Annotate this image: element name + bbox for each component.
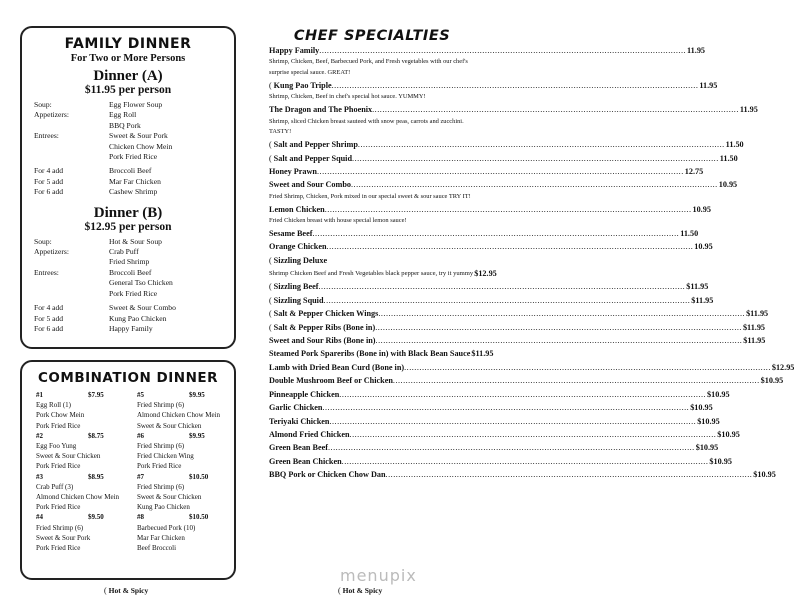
specialty-price: $12.95 [474, 269, 497, 279]
specialty-price: $11.95 [471, 349, 494, 359]
specialty-name [269, 203, 325, 216]
combo-item: Sweet & Sour Chicken [36, 452, 101, 461]
dinner-a-title: Dinner (A) [93, 68, 163, 84]
dot-leader [393, 374, 760, 387]
specialty-name [269, 152, 352, 165]
specialty-item [269, 441, 719, 454]
specialty-price: 11.50 [719, 153, 738, 163]
specialty-name-text: Double Mushroom Beef or Chicken [269, 376, 393, 386]
combo-item: Egg Roll (1) [36, 401, 71, 410]
dot-leader [376, 334, 743, 347]
combination-dinner-box [20, 360, 236, 580]
menu-row [22, 268, 234, 278]
combo-column-right [137, 390, 234, 553]
specialty-name-text: Salt and Pepper Shrimp [273, 140, 358, 150]
combo-item: Kung Pao Chicken [137, 503, 190, 512]
combo-header [36, 390, 133, 400]
combo-price: $9.95 [189, 431, 205, 440]
specialty-extra [269, 267, 497, 280]
specialty-name [269, 374, 393, 387]
row-value: General Tso Chicken [109, 278, 173, 288]
combo-item: Beef Broccoli [137, 544, 177, 553]
specialty-item [269, 178, 738, 191]
specialty-name [269, 455, 342, 468]
combo-header [137, 431, 234, 441]
specialty-name-text: Salt and Pepper Squid [273, 153, 353, 163]
hot-spicy-legend [104, 586, 148, 595]
row-label: For 5 add [34, 176, 64, 186]
specialty-price: $11.95 [686, 282, 709, 292]
row-label [22, 289, 109, 299]
specialty-item [269, 152, 738, 165]
specialty-price: 10.95 [692, 204, 711, 214]
specialty-price: 12.75 [684, 167, 704, 177]
pepper-icon: ( [269, 295, 272, 305]
dot-leader [325, 203, 692, 216]
specialty-price: $10.95 [753, 470, 776, 480]
specialty-price: $11.95 [743, 336, 766, 346]
specialty-name-text: Sesame Beef [269, 228, 313, 238]
dot-leader [317, 165, 684, 178]
combo-header [36, 512, 133, 522]
specialty-name [269, 79, 332, 92]
specialty-name-text: Almond Fried Chicken [269, 429, 350, 439]
specialty-description: Fried Shrimp, Chicken, Pork mixed in our special sweet & sour sauce TRY IT! [269, 192, 471, 200]
combo-number: #6 [137, 431, 144, 440]
specialty-name [269, 138, 358, 151]
specialty-name-text: Green Bean Beef [269, 443, 328, 453]
specialty-name-text: Kung Pao Triple [273, 81, 332, 90]
specialty-price: 11.50 [725, 140, 744, 150]
dot-leader [322, 401, 689, 414]
specialty-item [269, 428, 740, 441]
specialty-name [269, 165, 317, 178]
specialty-price: 11.50 [680, 228, 699, 238]
row-value: Pork Fried Rice [109, 152, 158, 162]
specialty-name [269, 103, 372, 116]
specialty-description: Fried Chicken breast with house special lemon sauce! [269, 217, 407, 225]
combo-number: #3 [36, 472, 43, 481]
menu-row [22, 166, 234, 176]
menu-row [22, 187, 234, 197]
pepper-icon: ( [269, 309, 272, 319]
specialty-name [269, 415, 329, 428]
combo-price: $9.50 [88, 513, 104, 522]
specialty-name [269, 307, 378, 320]
dinner-b-rows [22, 237, 234, 335]
combo-item: Fried Shrimp (6) [36, 523, 84, 532]
combo-price: $10.50 [189, 472, 209, 481]
row-value: Crab Puff [109, 247, 139, 257]
menu-row [22, 237, 234, 247]
specialty-name [269, 334, 376, 347]
row-value: Egg Flower Soup [109, 100, 163, 109]
row-value: BBQ Pork [109, 120, 141, 130]
dot-leader [352, 152, 719, 165]
specialty-item [269, 165, 704, 178]
specialty-name-text: Sizzling Beef [273, 282, 319, 292]
menu-row [22, 289, 234, 299]
specialty-item [269, 347, 494, 360]
specialty-name [269, 401, 322, 414]
specialty-name-text: Sizzling Deluxe [273, 255, 328, 265]
row-label: For 6 add [34, 323, 64, 333]
dinner-a-price: $11.95 per person [84, 84, 172, 96]
row-label: For 4 add [34, 303, 64, 313]
specialty-name [269, 227, 312, 240]
pepper-icon: ( [269, 140, 272, 150]
specialty-description: Shrimp, sliced Chicken breast sauteed with snow peas, carrots and zucchini. TASTY! [269, 117, 464, 136]
row-label: Appetizers: [34, 247, 70, 257]
combo-number: #1 [36, 391, 43, 399]
specialty-name-text: Salt & Pepper Chicken Wings [273, 309, 379, 319]
pepper-icon: ( [269, 255, 272, 265]
combo-item: Fried Shrimp (6) [137, 482, 185, 491]
specialty-name-text: Sweet and Sour Combo [269, 180, 351, 190]
hot-spicy-label: Hot & Spicy [342, 586, 383, 595]
specialty-item [269, 388, 730, 401]
row-label: For 4 add [34, 166, 64, 176]
dot-leader [319, 44, 686, 57]
dinner-a-rows [22, 100, 234, 198]
specialty-name-text: Sizzling Squid [273, 295, 324, 305]
combo-header [36, 431, 133, 441]
specialty-name-text: Sweet and Sour Ribs (Bone in) [269, 336, 376, 346]
specialty-price: $11.95 [742, 322, 766, 332]
menu-row [22, 131, 234, 141]
menu-row [22, 314, 234, 324]
row-value: Hot & Sour Soup [109, 236, 162, 246]
combo-item: Barbecued Pork (10) [137, 523, 196, 532]
dot-leader [324, 294, 691, 307]
specialty-item [269, 334, 766, 347]
specialty-item [269, 79, 718, 92]
combo-item: Egg Foo Yung [36, 442, 77, 451]
row-value: Kung Pao Chicken [109, 313, 167, 323]
combo-price: $9.95 [189, 391, 205, 399]
row-label [22, 278, 109, 288]
combo-item: Fried Shrimp (6) [137, 401, 185, 410]
specialty-price: $10.95 [697, 416, 720, 426]
row-value: Chicken Chow Mein [109, 141, 173, 151]
menu-row [22, 257, 234, 267]
combo-price: $8.75 [88, 431, 104, 440]
specialty-name [269, 347, 470, 360]
specialty-name [269, 361, 404, 374]
dot-leader [328, 441, 695, 454]
specialty-description: Shrimp, Chicken, Beef, Barbecued Pork, and Fresh vegetables with our chef's surprise special sauce. GREAT! [269, 58, 468, 77]
specialty-name-text: Orange Chicken [269, 242, 327, 252]
dot-leader [332, 79, 699, 92]
dot-leader [342, 455, 709, 468]
specialty-name-text: Garlic Chicken [269, 403, 323, 413]
specialty-name [269, 388, 339, 401]
dot-leader [339, 388, 706, 401]
dot-leader [312, 227, 679, 240]
specialty-price: $10.95 [709, 456, 732, 466]
combo-item: Pork Fried Rice [36, 421, 81, 430]
combo-header [137, 472, 234, 482]
specialty-item [269, 227, 699, 240]
combo-item: Pork Chow Mein [36, 411, 85, 420]
specialty-item [269, 321, 766, 334]
specialty-price: 11.95 [699, 81, 718, 90]
dot-leader [318, 280, 685, 293]
menu-row [22, 100, 234, 110]
row-value: Broccoli Beef [109, 267, 152, 277]
row-value: Sweet & Sour Pork [109, 131, 168, 141]
combo-header [137, 512, 234, 522]
specialty-extra-text: Shrimp Chicken Beef and Fresh Vegetables black pepper sauce, try it yummy [269, 270, 474, 278]
dot-leader [358, 138, 725, 151]
specialty-item [269, 361, 794, 374]
row-value: Cashew Shrimp [109, 187, 158, 197]
combo-item: Crab Puff (3) [36, 482, 74, 491]
specialty-name [269, 428, 350, 441]
row-label: Entrees: [34, 131, 59, 141]
dot-leader [351, 178, 718, 191]
row-label: Entrees: [34, 267, 59, 277]
specialty-price: $10.95 [760, 376, 784, 386]
specialty-name [269, 468, 386, 481]
specialty-price: $10.95 [695, 443, 719, 453]
combo-item: Pork Fried Rice [36, 462, 81, 471]
dinner-b-price: $12.95 per person [84, 220, 172, 233]
dot-leader [329, 415, 696, 428]
row-value: Egg Roll [109, 110, 137, 120]
row-label: Appetizers: [34, 110, 70, 120]
combo-item: Fried Chicken Wing [137, 452, 194, 461]
specialty-name-text: The Dragon and The Phoenix [269, 105, 373, 115]
chef-specialties-list [269, 44, 794, 482]
specialty-name [269, 280, 318, 293]
combo-item: Fried Shrimp (6) [137, 442, 185, 451]
combo-item: Almond Chicken Chow Mein [137, 411, 221, 420]
menu-row [22, 303, 234, 313]
specialty-item [269, 468, 776, 481]
specialty-item [269, 254, 479, 267]
chef-specialties-title: CHEF SPECIALTIES [293, 28, 451, 44]
specialty-price: 10.95 [694, 242, 713, 252]
pepper-icon: ( [269, 81, 272, 90]
combo-item: Pork Fried Rice [137, 462, 182, 471]
specialty-item [269, 103, 758, 116]
specialty-name [269, 294, 324, 307]
combination-dinner-title: COMBINATION DINNER [38, 370, 218, 386]
dot-leader [378, 307, 745, 320]
combo-item: Sweet & Sour Chicken [137, 493, 202, 502]
menu-row [22, 152, 234, 162]
row-label [22, 142, 109, 152]
family-dinner-subtitle: For Two or More Persons [70, 53, 186, 64]
specialty-name-text: Lamb with Dried Bean Curd (Bone in) [269, 362, 405, 372]
row-label: Soup: [34, 100, 52, 109]
combo-header [36, 472, 133, 482]
row-label [22, 257, 109, 267]
specialty-price: 10.95 [718, 180, 738, 190]
specialty-item [269, 203, 711, 216]
pepper-icon: ( [269, 322, 272, 332]
row-label: For 6 add [34, 187, 64, 197]
pepper-icon: ( [338, 586, 341, 595]
specialty-item [269, 280, 709, 293]
pepper-icon: ( [104, 586, 107, 595]
specialty-name [269, 441, 328, 454]
specialty-item [269, 44, 706, 57]
specialty-price: $10.95 [707, 389, 730, 399]
specialty-price: 11.95 [687, 46, 706, 55]
specialty-price: $11.95 [746, 309, 769, 319]
specialty-name-text: Honey Prawn [269, 167, 317, 177]
combo-price: $7.95 [88, 391, 104, 399]
combo-column-left [36, 390, 133, 553]
specialty-name [269, 321, 375, 334]
menu-row [22, 324, 234, 334]
specialty-name [269, 178, 351, 191]
row-value: Happy Family [109, 323, 153, 333]
specialty-name-text: Pinneapple Chicken [269, 389, 340, 399]
menu-row [22, 110, 234, 120]
specialty-name [269, 240, 327, 253]
combo-item: Sweet & Sour Chicken [137, 421, 202, 430]
specialty-price: $10.95 [690, 403, 713, 413]
specialty-name-text: Happy Family [269, 46, 320, 55]
dot-leader [386, 468, 753, 481]
row-value: Mar Far Chicken [109, 176, 161, 186]
dot-leader [375, 321, 742, 334]
specialty-description: Shrimp, Chicken, Beef in chef's special hot sauce. YUMMY! [269, 93, 426, 101]
menu-row [22, 177, 234, 187]
menu-row [22, 278, 234, 288]
combo-number: #4 [36, 513, 43, 522]
combo-number: #5 [137, 391, 144, 399]
combo-number: #8 [137, 513, 144, 522]
combo-item: Almond Chicken Chow Mein [36, 493, 120, 502]
row-label [22, 121, 109, 131]
combo-item: Pork Fried Rice [36, 503, 81, 512]
combo-item: Sweet & Sour Pork [36, 533, 91, 542]
pepper-icon: ( [269, 153, 272, 163]
specialty-price: $12.95 [771, 362, 794, 372]
menu-row [22, 142, 234, 152]
specialty-name-text: Teriyaki Chicken [269, 416, 330, 426]
dot-leader [350, 428, 717, 441]
specialty-item [269, 415, 720, 428]
specialty-name-text: Steamed Pork Spareribs (Bone in) with Black Bean Sauce [269, 349, 471, 359]
combo-price: $10.50 [189, 513, 209, 522]
menu-row [22, 247, 234, 257]
row-label: Soup: [34, 236, 52, 246]
specialty-name [269, 44, 319, 57]
menu-row [22, 121, 234, 131]
specialty-item [269, 138, 744, 151]
specialty-item [269, 294, 714, 307]
family-dinner-title: FAMILY DINNER [64, 36, 192, 52]
specialty-name [269, 254, 327, 267]
hot-spicy-legend-right [338, 586, 382, 595]
combo-header [137, 390, 234, 400]
watermark: menupix [340, 566, 417, 585]
specialty-price: 11.95 [739, 105, 758, 115]
specialty-name-text: Lemon Chicken [269, 204, 325, 214]
specialty-item [269, 455, 732, 468]
row-label [22, 152, 109, 162]
family-dinner-box [20, 26, 236, 349]
combo-price: $8.95 [88, 472, 104, 481]
hot-spicy-label: Hot & Spicy [108, 586, 149, 595]
specialty-name-text: Green Bean Chicken [269, 456, 342, 466]
dinner-b-title: Dinner (B) [93, 204, 163, 221]
specialty-item [269, 307, 769, 320]
dot-leader [372, 103, 739, 116]
row-value: Fried Shrimp [109, 257, 150, 267]
specialty-item [269, 401, 713, 414]
specialty-name-text: BBQ Pork or Chicken Chow Dan [269, 470, 386, 480]
dot-leader [327, 240, 694, 253]
specialty-name-text: Salt & Pepper Ribs (Bone in) [273, 322, 376, 332]
row-value: Sweet & Sour Combo [109, 303, 176, 313]
combo-item: Pork Fried Rice [36, 544, 81, 553]
specialty-item [269, 374, 784, 387]
pepper-icon: ( [269, 282, 272, 292]
row-value: Broccoli Beef [109, 166, 152, 176]
specialty-item [269, 240, 713, 253]
combo-number: #2 [36, 431, 43, 440]
row-value: Pork Fried Rice [109, 288, 158, 298]
combo-item: Mar Far Chicken [137, 533, 185, 542]
dot-leader [404, 361, 771, 374]
specialty-price: $10.95 [717, 429, 740, 439]
combo-number: #7 [137, 472, 144, 481]
row-label: For 5 add [34, 313, 64, 323]
specialty-price: $11.95 [691, 295, 714, 305]
